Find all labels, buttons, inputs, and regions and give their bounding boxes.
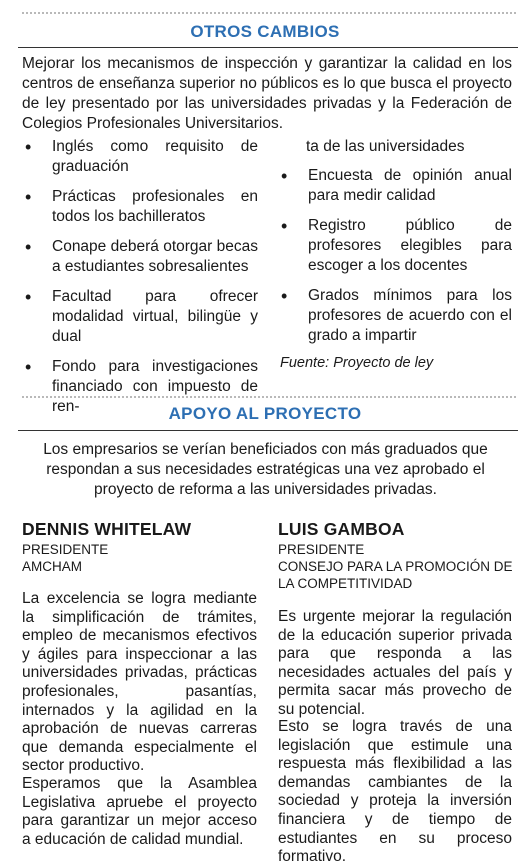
person-name: DENNIS WHITELAW xyxy=(22,519,192,539)
section-title-apoyo: APOYO AL PROYECTO xyxy=(168,404,362,423)
list-item: • Fondo para investigaciones financiado con impuesto de ren- xyxy=(22,357,258,417)
quote-paragraph: La excelencia se logra mediante la simplificación de trámites, empleo de mecanismos efectivos y ágiles para inspeccionar a las universidades privadas, prácticas profesionales, pasantías, internados y la agilidad en la aprobación de nuevas carreras que demanda especialmente el sector productivo. xyxy=(22,590,257,775)
list-item: • Registro público de profesores elegibles para escoger a los docentes xyxy=(278,216,512,276)
section-rule xyxy=(18,47,518,48)
person-name: LUIS GAMBOA xyxy=(278,519,405,539)
list-item: • Encuesta de opinión anual para medir calidad xyxy=(278,166,512,206)
person-role: PRESIDENTE xyxy=(22,542,109,557)
right-bullet-list xyxy=(278,166,512,356)
section-rule xyxy=(18,430,518,431)
list-item-continuation: ta de las universidades xyxy=(306,138,465,155)
list-item: • Grados mínimos para los profesores de acuerdo con el grado a impartir xyxy=(278,286,512,346)
list-item: • Conape deberá otorgar becas a estudiantes sobresalientes xyxy=(22,237,258,277)
person-org: AMCHAM xyxy=(22,559,82,574)
apoyo-intro-text: Los empresarios se verían beneficiados con más graduados que respondan a sus necesidades estratégicas una vez aprobado el proyecto de reforma a las universidades privadas. xyxy=(43,441,488,498)
list-item: • Facultad para ofrecer modalidad virtual, bilingüe y dual xyxy=(22,287,258,347)
quote-paragraph: Esperamos que la Asamblea Legislativa apruebe el proyecto para garantizar un mejor acceso a educación de calidad mundial. xyxy=(22,775,257,848)
top-dotted-divider xyxy=(22,12,516,14)
quote-paragraph: Esto se logra través de una legislación que estimule una respuesta más flexibilidad a las demandas cambiantes de la sociedad y proteja la inversión financiera y de tiempo de estudiantes en su proceso formativo. xyxy=(278,718,512,866)
otros-intro-text: Mejorar los mecanismos de inspección y garantizar la calidad en los centros de enseñanza superior no públicos es lo que busca el proyecto de ley presentado por las universidades privadas y la Federación de Colegios Profesionales Universitarios. xyxy=(22,55,512,132)
list-item: • Inglés como requisito de graduación xyxy=(22,137,258,177)
section-title-otros-cambios: OTROS CAMBIOS xyxy=(190,22,340,41)
middle-dotted-divider xyxy=(22,396,516,398)
person-role: PRESIDENTE xyxy=(278,542,365,557)
person-org: CONSEJO PARA LA PROMOCIÓN DE LA COMPETITIVIDAD xyxy=(278,559,513,591)
left-bullet-list xyxy=(22,137,258,427)
list-item: • Prácticas profesionales en todos los bachilleratos xyxy=(22,187,258,227)
source-caption: Fuente: Proyecto de ley xyxy=(280,355,434,371)
quote-paragraph: Es urgente mejorar la regulación de la educación superior privada para que responda a las necesidades actuales del país y permita sacar más provecho de su potencial. xyxy=(278,608,512,718)
